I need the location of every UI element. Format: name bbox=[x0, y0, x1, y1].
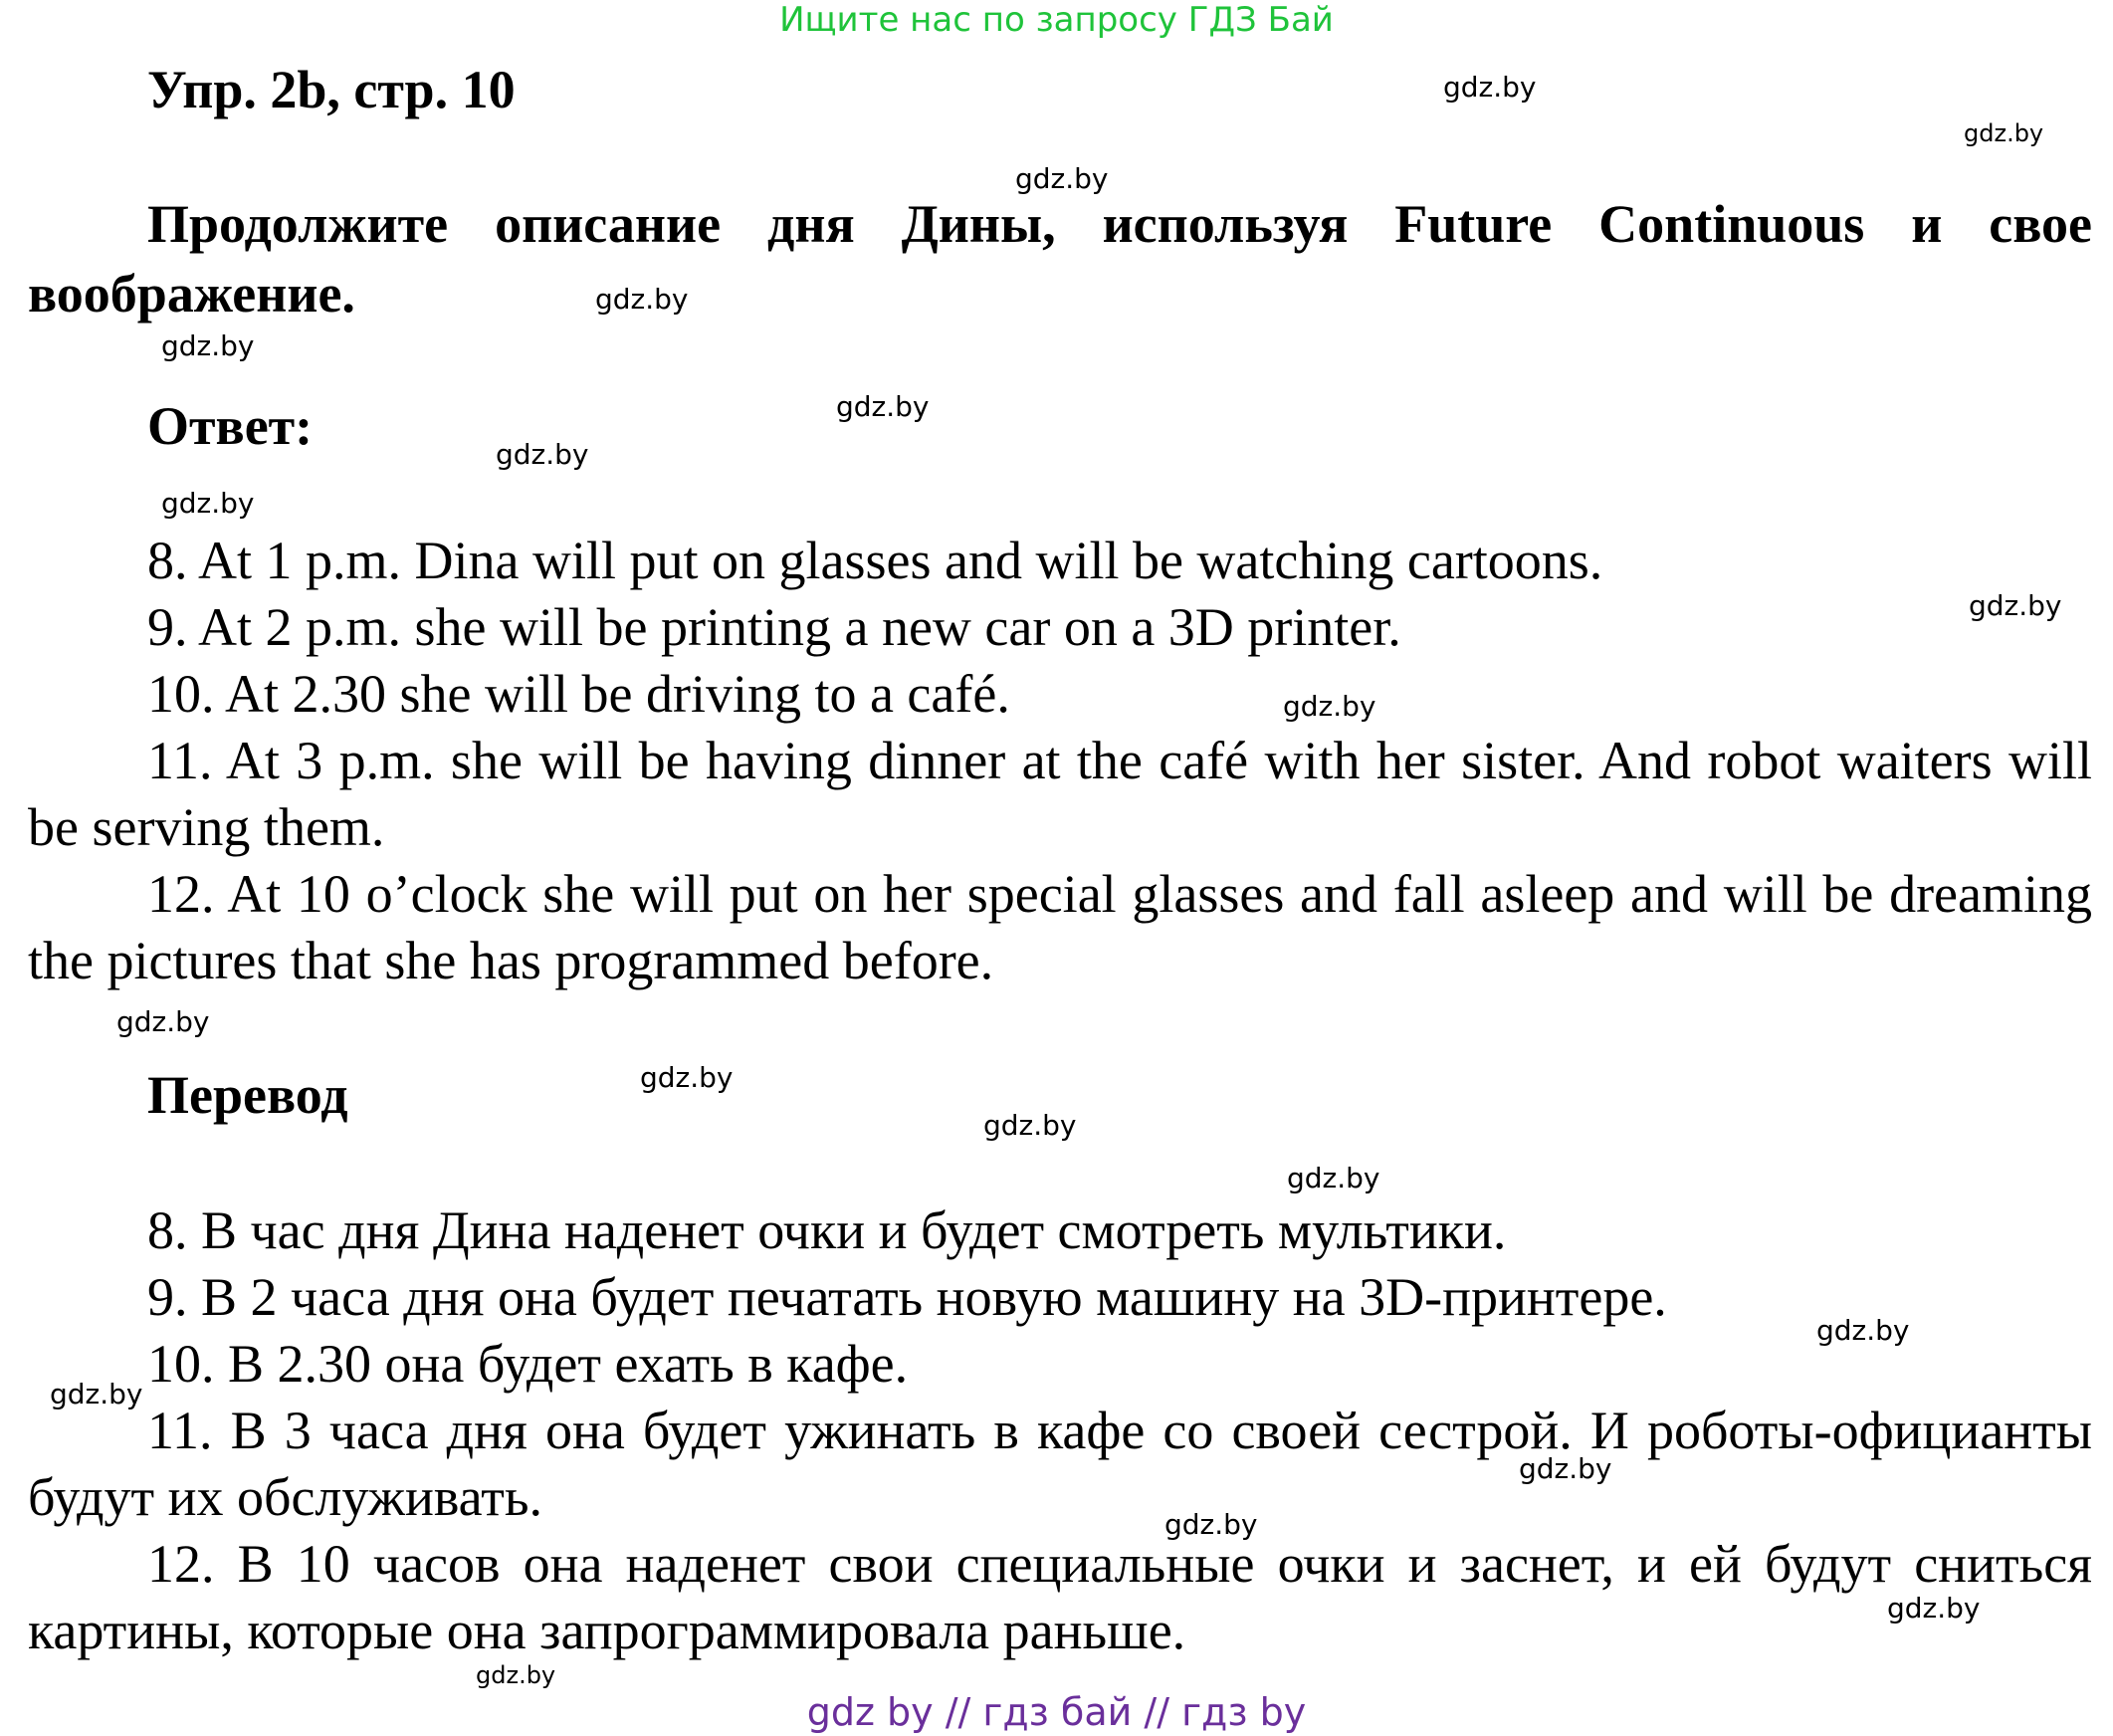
translation-item: 11. В 3 часа дня она будет ужинать в кафе со своей сестрой. И роботы-официанты будут их обслуживать. bbox=[28, 1401, 2092, 1527]
answer-item: 10. At 2.30 she will be driving to a café. bbox=[147, 664, 1010, 724]
top-banner: Ищите нас по запросу ГДЗ Бай bbox=[779, 0, 1334, 40]
task-text: Продолжите описание дня Дины, используя Future Continuous и свое воображение. bbox=[28, 194, 2092, 324]
answer-heading: Ответ: bbox=[147, 396, 314, 456]
watermark: gdz.by bbox=[1287, 1162, 1380, 1194]
answer-item: 8. At 1 p.m. Dina will put on glasses and will be watching cartoons. bbox=[147, 531, 1603, 590]
translation-heading: Перевод bbox=[147, 1065, 348, 1125]
watermark: gdz.by bbox=[116, 1005, 210, 1038]
answer-list bbox=[28, 528, 2092, 994]
watermark: gdz.by bbox=[1816, 1314, 1910, 1347]
watermark: gdz.by bbox=[595, 283, 689, 316]
translation-item: 8. В час дня Дина наденет очки и будет смотреть мультики. bbox=[147, 1200, 1507, 1260]
answer-item: 9. At 2 p.m. she will be printing a new car on a 3D printer. bbox=[147, 597, 1401, 657]
translation-list bbox=[28, 1197, 2092, 1664]
watermark: gdz.by bbox=[496, 438, 589, 471]
watermark: gdz.by bbox=[836, 390, 930, 423]
watermark: gdz.by bbox=[1964, 119, 2044, 147]
watermark: gdz.by bbox=[161, 329, 255, 362]
watermark: gdz.by bbox=[1015, 162, 1109, 195]
watermark: gdz.by bbox=[50, 1378, 143, 1410]
translation-item: 9. В 2 часа дня она будет печатать новую машину на 3D-принтере. bbox=[147, 1267, 1667, 1327]
answer-item: 12. At 10 o’clock she will put on her special glasses and fall asleep and will be dreaming the pictures that she has programmed before. bbox=[28, 864, 2092, 990]
watermark: gdz.by bbox=[161, 487, 255, 520]
watermark: gdz.by bbox=[1443, 71, 1537, 104]
watermark: gdz.by bbox=[476, 1661, 556, 1689]
answer-item: 11. At 3 p.m. she will be having dinner at the café with her sister. And robot waiters will be serving them. bbox=[28, 731, 2092, 857]
watermark: gdz.by bbox=[640, 1061, 734, 1094]
footer-links: gdz by // гдз бай // гдз by bbox=[806, 1690, 1307, 1734]
watermark: gdz.by bbox=[1283, 690, 1376, 723]
watermark: gdz.by bbox=[1887, 1592, 1981, 1625]
translation-item: 10. В 2.30 она будет ехать в кафе. bbox=[147, 1334, 909, 1394]
exercise-title: Упр. 2b, стр. 10 bbox=[147, 60, 516, 119]
translation-item: 12. В 10 часов она наденет свои специальные очки и заснет, и ей будут сниться картины, которые она запрограммировала раньше. bbox=[28, 1534, 2092, 1660]
watermark: gdz.by bbox=[1164, 1508, 1258, 1541]
watermark: gdz.by bbox=[1519, 1452, 1612, 1485]
watermark: gdz.by bbox=[1969, 589, 2062, 622]
watermark: gdz.by bbox=[983, 1109, 1077, 1142]
